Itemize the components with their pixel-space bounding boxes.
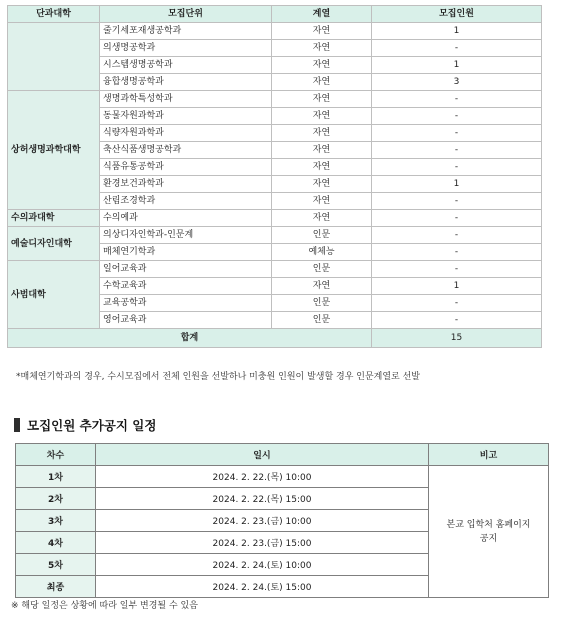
count-cell: - <box>372 142 542 159</box>
field-cell: 자연 <box>272 23 372 40</box>
field-cell: 자연 <box>272 193 372 210</box>
round-cell: 3차 <box>16 510 96 532</box>
field-cell: 자연 <box>272 108 372 125</box>
dept-cell: 의상디자인학과-인문계 <box>100 227 272 244</box>
round-cell: 2차 <box>16 488 96 510</box>
note-cell <box>429 466 549 598</box>
college-cell: 상허생명과학대학 <box>8 91 100 210</box>
schedule-note: ※ 해당 일정은 상황에 따라 일부 변경될 수 있음 <box>11 601 198 611</box>
total-label: 합계 <box>8 329 372 348</box>
field-cell: 자연 <box>272 91 372 108</box>
field-cell: 자연 <box>272 278 372 295</box>
field-cell: 예체능 <box>272 244 372 261</box>
header-unit: 모집단위 <box>100 6 272 23</box>
header-college: 단과대학 <box>8 6 100 23</box>
round-cell: 1차 <box>16 466 96 488</box>
count-cell: - <box>372 193 542 210</box>
footnote: *매체연기학과의 경우, 수시모집에서 전체 인원을 선발하나 미충원 인원이 발생할 경우 인문계열로 선발 <box>16 372 420 382</box>
dept-cell: 교육공학과 <box>100 295 272 312</box>
dept-cell: 일어교육과 <box>100 261 272 278</box>
count-cell: 1 <box>372 23 542 40</box>
header-datetime: 일시 <box>96 444 429 466</box>
datetime-cell: 2024. 2. 23.(금) 15:00 <box>96 532 429 554</box>
count-cell: - <box>372 227 542 244</box>
table-row <box>16 466 549 488</box>
field-cell: 자연 <box>272 142 372 159</box>
field-cell: 자연 <box>272 74 372 91</box>
note-line: 본교 입학처 홈페이지 <box>446 519 531 530</box>
field-cell: 인문 <box>272 312 372 329</box>
count-cell: - <box>372 261 542 278</box>
dept-cell: 의생명공학과 <box>100 40 272 57</box>
dept-cell: 시스템생명공학과 <box>100 57 272 74</box>
count-cell: - <box>372 125 542 142</box>
dept-cell: 융합생명공학과 <box>100 74 272 91</box>
count-cell: - <box>372 91 542 108</box>
total-row <box>8 329 542 348</box>
field-cell: 인문 <box>272 261 372 278</box>
schedule-table-header <box>16 444 549 466</box>
datetime-cell: 2024. 2. 22.(목) 10:00 <box>96 466 429 488</box>
college-cell <box>8 23 100 91</box>
field-cell: 자연 <box>272 57 372 74</box>
dept-cell: 매체연기학과 <box>100 244 272 261</box>
college-cell: 예술디자인대학 <box>8 227 100 261</box>
field-cell: 인문 <box>272 227 372 244</box>
count-cell: 3 <box>372 74 542 91</box>
section-heading <box>14 417 156 433</box>
table-row <box>8 261 542 278</box>
field-cell: 자연 <box>272 210 372 227</box>
dept-cell: 줄기세포재생공학과 <box>100 23 272 40</box>
header-field: 계열 <box>272 6 372 23</box>
field-cell: 자연 <box>272 40 372 57</box>
round-cell: 4차 <box>16 532 96 554</box>
dept-cell: 수학교육과 <box>100 278 272 295</box>
count-cell: 1 <box>372 176 542 193</box>
note-line: 공지 <box>479 533 498 544</box>
field-cell: 자연 <box>272 176 372 193</box>
field-cell: 자연 <box>272 159 372 176</box>
table-row <box>8 227 542 244</box>
header-count: 모집인원 <box>372 6 542 23</box>
datetime-cell: 2024. 2. 22.(목) 15:00 <box>96 488 429 510</box>
count-cell: - <box>372 244 542 261</box>
datetime-cell: 2024. 2. 24.(토) 10:00 <box>96 554 429 576</box>
field-cell: 인문 <box>272 295 372 312</box>
college-cell: 사범대학 <box>8 261 100 329</box>
table-row <box>8 210 542 227</box>
round-cell: 최종 <box>16 576 96 598</box>
count-cell: - <box>372 108 542 125</box>
count-cell: - <box>372 40 542 57</box>
dept-cell: 동물자원과학과 <box>100 108 272 125</box>
count-cell: - <box>372 210 542 227</box>
header-note: 비고 <box>429 444 549 466</box>
section-heading-text: 모집인원 추가공지 일정 <box>27 418 157 433</box>
dept-cell: 환경보건과학과 <box>100 176 272 193</box>
schedule-table <box>15 443 549 598</box>
square-bullet-icon <box>14 418 20 432</box>
recruitment-table-header <box>8 6 542 23</box>
count-cell: - <box>372 159 542 176</box>
table-row <box>8 23 542 40</box>
dept-cell: 축산식품생명공학과 <box>100 142 272 159</box>
dept-cell: 생명과학특성학과 <box>100 91 272 108</box>
total-count: 15 <box>372 329 542 348</box>
dept-cell: 식품유통공학과 <box>100 159 272 176</box>
dept-cell: 영어교육과 <box>100 312 272 329</box>
count-cell: - <box>372 295 542 312</box>
datetime-cell: 2024. 2. 23.(금) 10:00 <box>96 510 429 532</box>
recruitment-table <box>7 5 542 348</box>
dept-cell: 수의예과 <box>100 210 272 227</box>
round-cell: 5차 <box>16 554 96 576</box>
datetime-cell: 2024. 2. 24.(토) 15:00 <box>96 576 429 598</box>
header-round: 차수 <box>16 444 96 466</box>
dept-cell: 산림조경학과 <box>100 193 272 210</box>
table-row <box>8 91 542 108</box>
college-cell: 수의과대학 <box>8 210 100 227</box>
dept-cell: 식량자원과학과 <box>100 125 272 142</box>
field-cell: 자연 <box>272 125 372 142</box>
count-cell: - <box>372 312 542 329</box>
count-cell: 1 <box>372 278 542 295</box>
count-cell: 1 <box>372 57 542 74</box>
